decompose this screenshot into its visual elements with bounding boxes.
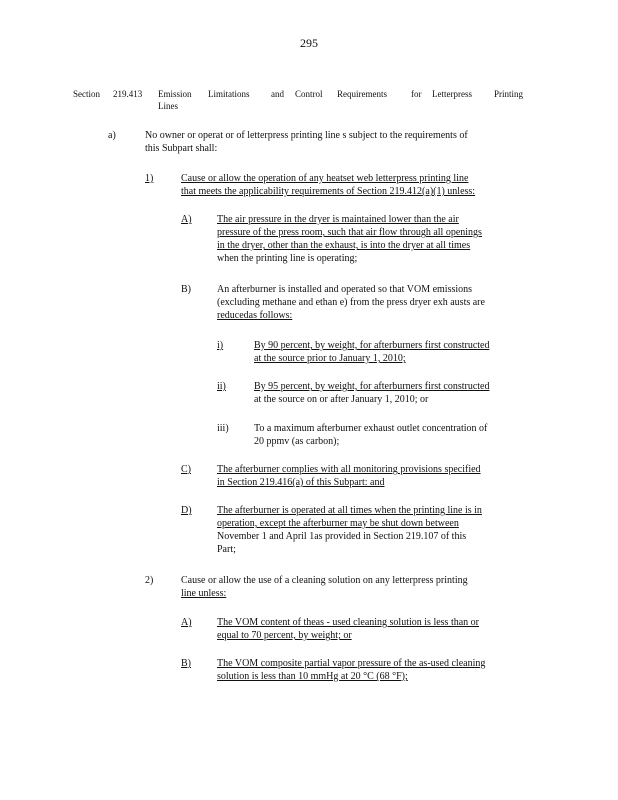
text-line: The air pressure in the dryer is maintained lower than the air: [217, 214, 459, 225]
subitem-1C-text: [217, 463, 481, 489]
text-line: The afterburner complies with all monitoring provisions specified: [217, 464, 481, 475]
section-title-word: Control: [295, 89, 323, 99]
section-title-word: for: [411, 89, 422, 99]
clause-label-i: i): [217, 340, 224, 351]
subitem-1A-text: [217, 213, 482, 265]
text-line: The VOM composite partial vapor pressure of the as-used cleaning: [217, 658, 486, 669]
section-title-word: Printing: [494, 89, 524, 99]
text-line: (excluding methane and ethan e) from the press dryer exh austs are: [217, 297, 485, 308]
subitem-2B-text: [217, 657, 485, 683]
text-line: The afterburner is operated at all times when the printing line is in: [217, 505, 482, 516]
text-line: An afterburner is installed and operated so that VOM emissions: [217, 284, 473, 295]
text-line: By 90 percent, by weight, for afterburners first constructed: [254, 340, 490, 351]
subitem-label-1A: A): [181, 214, 192, 225]
paragraph-a-text: [145, 129, 468, 155]
section-number: 219.413: [113, 89, 143, 99]
text-line: 20 ppmv (as carbon);: [254, 436, 340, 447]
subitem-label-2B: B): [181, 658, 191, 669]
clause-iii-text: [254, 422, 487, 448]
text-line: November 1 and April 1as provided in Section 219.107 of this: [217, 531, 467, 542]
subitem-2A-text: [217, 616, 479, 642]
text-line: in Section 219.416(a) of this Subpart: and: [217, 477, 385, 488]
subitem-1D-text: [217, 504, 482, 556]
section-title-word: Letterpress: [432, 89, 472, 99]
clause-ii-text: [254, 380, 489, 406]
text-line: this Subpart shall:: [145, 143, 218, 154]
text-line: The VOM content of theas - used cleaning solution is less than or: [217, 617, 479, 628]
text-line: No owner or operat or of letterpress printing line s subject to the requirements of: [145, 130, 468, 141]
section-title-word: Limitations: [208, 89, 250, 99]
paragraph-label-a: a): [108, 130, 116, 141]
text-line: at the source on or after January 1, 2010; or: [254, 394, 429, 405]
clause-label-ii: ii): [217, 381, 226, 392]
subitem-label-2A: A): [181, 617, 192, 628]
section-title-word: Requirements: [337, 89, 387, 99]
clause-label-iii: iii): [217, 423, 229, 434]
section-title-word: and: [271, 89, 284, 99]
text-line: reducedas follows:: [217, 310, 293, 321]
subitem-label-1B: B): [181, 284, 191, 295]
subitem-label-1C: C): [181, 464, 191, 475]
section-title-line2: Lines: [158, 101, 178, 111]
text-line: By 95 percent, by weight, for afterburners first constructed: [254, 381, 490, 392]
text-line: Cause or allow the operation of any heatset web letterpress printing line: [181, 173, 469, 184]
text-line: operation, except the afterburner may be shut down between: [217, 518, 459, 529]
page-number: 295: [300, 36, 318, 50]
text-line: line unless:: [181, 588, 227, 599]
text-line: pressure of the press room, such that air flow through all openings: [217, 227, 482, 238]
subitem-label-1D: D): [181, 505, 192, 516]
text-line: that meets the applicability requirements of Section 219.412(a)(1) unless:: [181, 186, 476, 197]
text-line: when the printing line is operating;: [217, 253, 358, 264]
text-line: at the source prior to January 1, 2010;: [254, 353, 406, 364]
text-line: Part;: [217, 544, 236, 555]
item-2-text: [181, 574, 468, 600]
text-line: To a maximum afterburner exhaust outlet concentration of: [254, 423, 488, 434]
item-label-1: 1): [145, 173, 154, 184]
text-line: solution is less than 10 mmHg at 20 °C (68 °F);: [217, 671, 408, 682]
item-label-2: 2): [145, 575, 154, 586]
section-label: Section: [73, 89, 100, 99]
subitem-1B-text: [217, 283, 485, 322]
text-line: in the dryer, other than the exhaust, is into the dryer at all times: [217, 240, 471, 251]
clause-i-text: [254, 339, 489, 365]
section-title-word: Emission: [158, 89, 192, 99]
text-line: equal to 70 percent, by weight; or: [217, 630, 352, 641]
text-line: Cause or allow the use of a cleaning solution on any letterpress printing: [181, 575, 468, 586]
item-1-text: [181, 172, 475, 198]
